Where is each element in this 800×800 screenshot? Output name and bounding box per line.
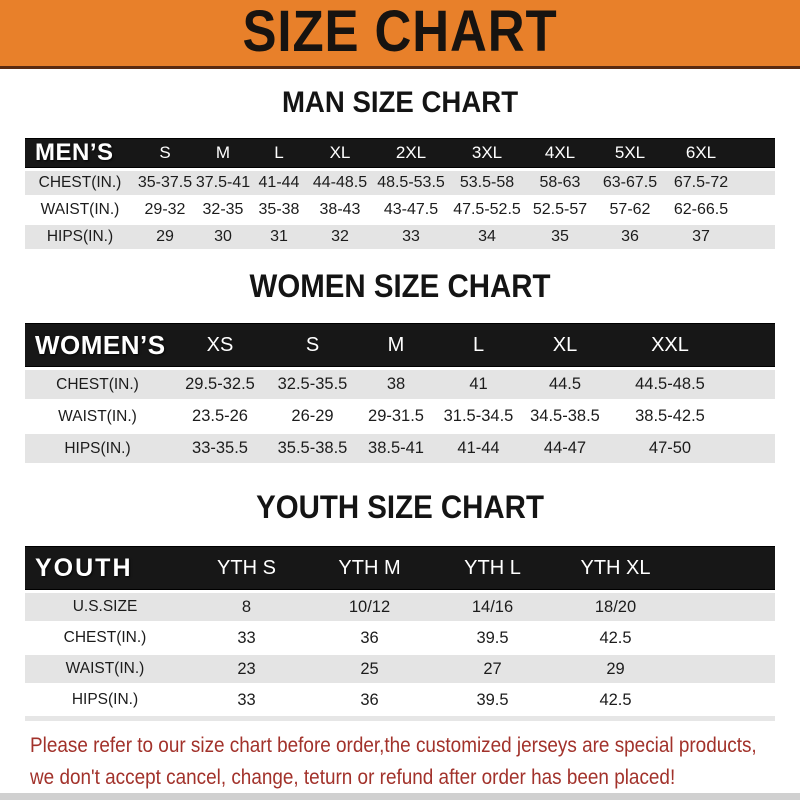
women-waist-cell: 31.5-34.5 bbox=[443, 407, 514, 425]
row-label: CHEST(IN.) bbox=[56, 375, 139, 393]
women-chest-cell: 41 bbox=[469, 375, 488, 393]
youth-col-header: YTH S bbox=[217, 556, 276, 579]
row-label: HIPS(IN.) bbox=[71, 691, 139, 708]
women-section-heading: WOMEN SIZE CHART bbox=[249, 268, 551, 304]
youth-chest-row bbox=[25, 624, 775, 652]
men-chest-cell: 44-48.5 bbox=[312, 174, 368, 191]
youth-ussize-cell: 18/20 bbox=[594, 597, 637, 616]
men-chest-cell: 41-44 bbox=[258, 174, 300, 191]
youth-size-table bbox=[25, 546, 775, 714]
men-section-heading: MAN SIZE CHART bbox=[281, 86, 519, 119]
row-label: HIPS(IN.) bbox=[46, 228, 114, 245]
men-hips-cell: 31 bbox=[270, 228, 288, 245]
youth-chest-cell: 33 bbox=[237, 628, 256, 647]
women-waist-cell: 23.5-26 bbox=[192, 407, 248, 425]
youth-hips-row bbox=[25, 686, 775, 714]
men-hips-cell: 32 bbox=[331, 228, 349, 245]
men-table-header-row bbox=[25, 138, 775, 168]
men-waist-cell: 47.5-52.5 bbox=[453, 201, 521, 218]
women-col-header: XXL bbox=[651, 333, 689, 356]
women-table-title: WOMEN’S bbox=[35, 329, 166, 360]
row-label: WAIST(IN.) bbox=[58, 407, 137, 425]
women-chest-row bbox=[25, 370, 775, 399]
women-col-header: M bbox=[387, 333, 405, 356]
women-hips-cell: 44-47 bbox=[543, 439, 587, 457]
youth-hips-cell: 36 bbox=[360, 690, 379, 709]
men-table-title: MEN’S bbox=[35, 139, 114, 166]
youth-waist-cell: 23 bbox=[237, 659, 256, 678]
youth-ussize-cell: 8 bbox=[241, 597, 252, 616]
women-chest-cell: 29.5-32.5 bbox=[185, 375, 255, 393]
women-chest-cell: 44.5 bbox=[548, 375, 582, 393]
men-col-header: S bbox=[159, 143, 171, 162]
youth-section-heading: YOUTH SIZE CHART bbox=[256, 489, 544, 525]
men-chest-cell: 63-67.5 bbox=[602, 174, 658, 191]
bottom-divider bbox=[0, 793, 800, 800]
men-hips-cell: 34 bbox=[478, 228, 496, 245]
women-chest-cell: 38 bbox=[386, 375, 406, 393]
men-waist-cell: 43-47.5 bbox=[383, 201, 439, 218]
men-hips-cell: 37 bbox=[692, 228, 710, 245]
men-hips-cell: 30 bbox=[214, 228, 232, 245]
youth-col-header: YTH M bbox=[338, 556, 401, 579]
men-col-header: 3XL bbox=[471, 143, 503, 162]
women-hips-cell: 35.5-38.5 bbox=[277, 439, 348, 457]
men-waist-cell: 52.5-57 bbox=[532, 201, 588, 218]
women-col-header: XS bbox=[206, 333, 234, 356]
women-chest-cell: 32.5-35.5 bbox=[277, 375, 348, 393]
women-waist-row bbox=[25, 402, 775, 431]
warning-line-1: Please refer to our size chart before order,the customized jerseys are special products, bbox=[30, 733, 757, 757]
men-col-header: M bbox=[215, 143, 231, 162]
youth-waist-cell: 25 bbox=[360, 659, 379, 678]
women-hips-cell: 47-50 bbox=[648, 439, 692, 457]
men-chest-row bbox=[25, 171, 775, 195]
youth-ussize-cell: 14/16 bbox=[471, 597, 514, 616]
women-table-header-row bbox=[25, 323, 775, 367]
men-waist-row bbox=[25, 198, 775, 222]
men-chest-cell: 37.5-41 bbox=[195, 174, 251, 191]
men-hips-cell: 33 bbox=[402, 228, 420, 245]
women-hips-cell: 41-44 bbox=[457, 439, 500, 457]
row-label: WAIST(IN.) bbox=[65, 660, 145, 677]
row-label: CHEST(IN.) bbox=[63, 629, 147, 646]
men-waist-cell: 38-43 bbox=[319, 201, 361, 218]
women-waist-cell: 38.5-42.5 bbox=[635, 407, 705, 425]
men-chest-cell: 58-63 bbox=[539, 174, 581, 191]
men-waist-cell: 35-38 bbox=[258, 201, 300, 218]
men-col-header: XL bbox=[329, 143, 351, 162]
order-warning-note bbox=[30, 729, 800, 793]
row-label: HIPS(IN.) bbox=[64, 439, 131, 457]
youth-table-header-row bbox=[25, 546, 775, 590]
men-chest-cell: 53.5-58 bbox=[459, 174, 515, 191]
women-col-header: L bbox=[472, 333, 485, 356]
women-waist-cell: 26-29 bbox=[291, 407, 334, 425]
men-col-header: 2XL bbox=[395, 143, 427, 162]
men-waist-cell: 29-32 bbox=[144, 201, 186, 218]
youth-waist-cell: 27 bbox=[483, 659, 502, 678]
youth-table-bottom-strip bbox=[25, 716, 775, 721]
warning-line-2: we don't accept cancel, change, teturn or refund after order has been placed! bbox=[30, 765, 676, 789]
youth-col-header: YTH L bbox=[464, 556, 521, 579]
youth-col-header: YTH XL bbox=[580, 556, 651, 579]
row-label: CHEST(IN.) bbox=[38, 174, 122, 191]
men-hips-row bbox=[25, 225, 775, 249]
row-label: WAIST(IN.) bbox=[40, 201, 120, 218]
women-col-header: S bbox=[305, 333, 320, 356]
men-chest-cell: 48.5-53.5 bbox=[377, 174, 445, 191]
women-size-table bbox=[25, 323, 775, 463]
men-col-header: 5XL bbox=[614, 143, 646, 162]
banner-title: SIZE CHART bbox=[242, 0, 558, 64]
men-col-header: 6XL bbox=[685, 143, 717, 162]
men-col-header: L bbox=[274, 143, 284, 162]
men-waist-cell: 57-62 bbox=[609, 201, 651, 218]
women-col-header: XL bbox=[552, 333, 578, 356]
men-chest-cell: 35-37.5 bbox=[137, 174, 193, 191]
women-waist-cell: 29-31.5 bbox=[368, 407, 424, 425]
women-hips-row bbox=[25, 434, 775, 463]
youth-chest-cell: 39.5 bbox=[476, 628, 509, 647]
men-chest-cell: 67.5-72 bbox=[673, 174, 729, 191]
men-hips-cell: 36 bbox=[621, 228, 639, 245]
youth-table-title: YOUTH bbox=[35, 553, 133, 582]
row-label: U.S.SIZE bbox=[72, 598, 138, 615]
men-hips-cell: 29 bbox=[156, 228, 174, 245]
men-col-header: 4XL bbox=[544, 143, 576, 162]
youth-ussize-row bbox=[25, 593, 775, 621]
youth-hips-cell: 33 bbox=[237, 690, 256, 709]
youth-chest-cell: 36 bbox=[360, 628, 379, 647]
men-waist-cell: 62-66.5 bbox=[673, 201, 729, 218]
youth-ussize-cell: 10/12 bbox=[348, 597, 391, 616]
youth-hips-cell: 39.5 bbox=[476, 690, 509, 709]
women-hips-cell: 38.5-41 bbox=[368, 439, 424, 457]
women-waist-cell: 34.5-38.5 bbox=[530, 407, 600, 425]
men-hips-cell: 35 bbox=[551, 228, 569, 245]
banner bbox=[0, 0, 800, 69]
youth-waist-row bbox=[25, 655, 775, 683]
women-chest-cell: 44.5-48.5 bbox=[635, 375, 705, 393]
men-waist-cell: 32-35 bbox=[202, 201, 244, 218]
women-hips-cell: 33-35.5 bbox=[192, 439, 248, 457]
youth-waist-cell: 29 bbox=[606, 659, 625, 678]
youth-chest-cell: 42.5 bbox=[599, 628, 632, 647]
men-size-table bbox=[25, 138, 775, 249]
youth-hips-cell: 42.5 bbox=[599, 690, 632, 709]
